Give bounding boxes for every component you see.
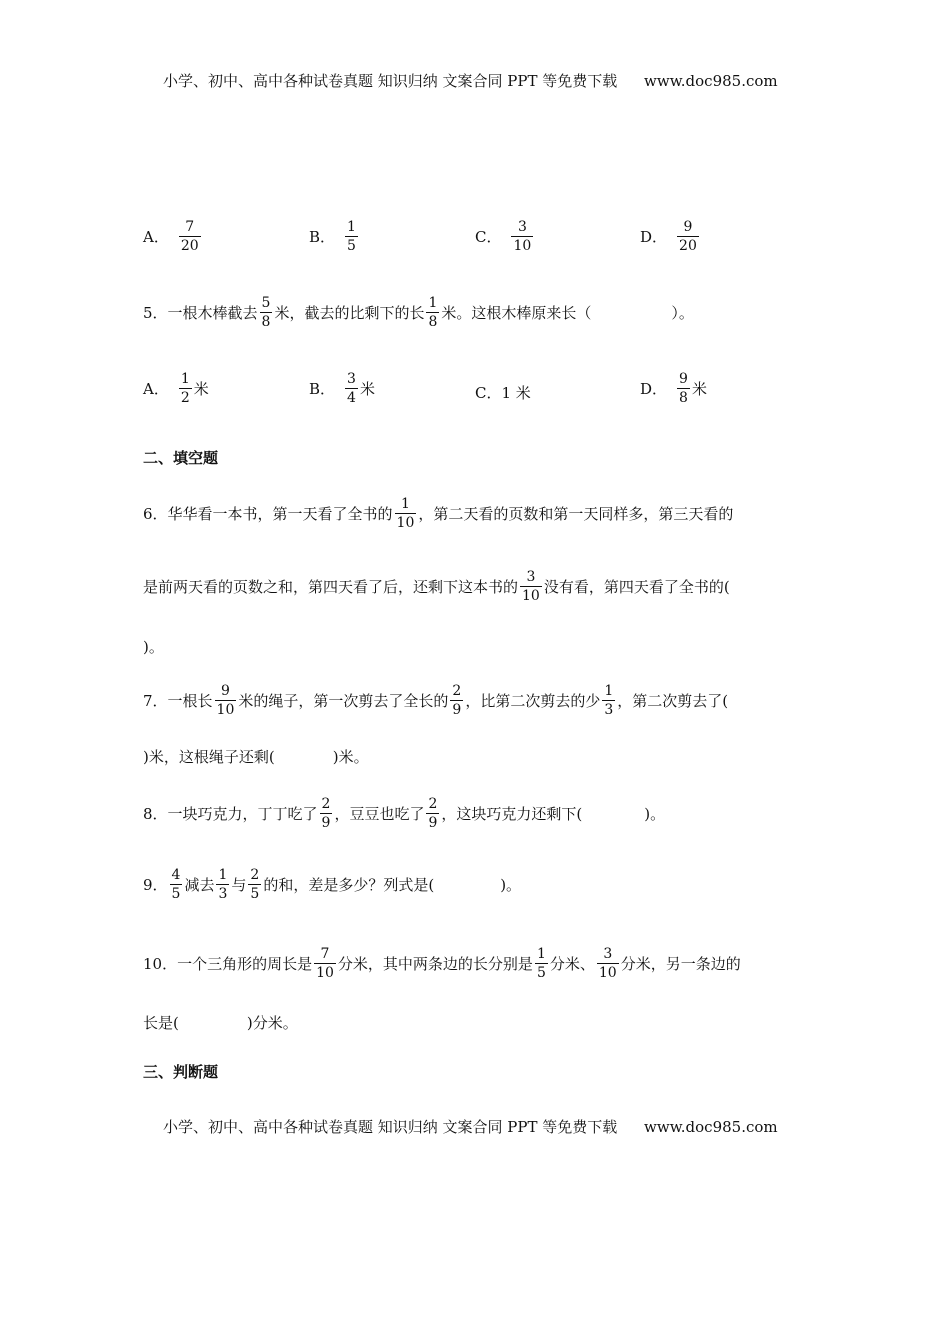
question-6-line2: 是前两天看的页数之和，第四天看了后，还剩下这本书的 $\frac{3}{10}$ 没有看，第四天看了全书的( bbox=[143, 569, 730, 604]
page-header bbox=[163, 70, 778, 91]
section-3-title: 三、判断题 bbox=[143, 1063, 219, 1081]
section-2-title: 二、填空题 bbox=[143, 449, 219, 467]
question-6-line3: )。 bbox=[143, 638, 164, 656]
question-10-line1: 10．一个三角形的周长是 $\frac{7}{10}$ 分米，其中两条边的长分别是 $\frac{1}{5}$ 分米、 $\frac{3}{10}$ 分米，另一条边的 bbox=[143, 946, 741, 981]
q4-option-d: D． $\frac{9}{20}$ bbox=[640, 219, 697, 254]
question-7-line2: )米，这根绳子还剩( )米。 bbox=[143, 748, 369, 766]
q4-option-b: B． $\frac{1}{5}$ bbox=[309, 219, 356, 254]
question-9: 9． $\frac{4}{5}$ 减去 $\frac{1}{3}$ 与 $\frac{2}{5}$ 的和，差是多少？列式是( )。 bbox=[143, 867, 522, 902]
footer-text: 小学、初中、高中各种试卷真题 知识归纳 文案合同 PPT 等免费下载 bbox=[163, 1118, 618, 1136]
header-url: www.doc985.com bbox=[644, 72, 778, 90]
question-10-line2: 长是( )分米。 bbox=[143, 1014, 298, 1032]
q5-option-b: B． $\frac{3}{4}$ 米 bbox=[309, 371, 375, 406]
question-7-line1: 7．一根长 $\frac{9}{10}$ 米的绳子，第一次剪去了全长的 $\frac{2}{9}$ ，比第二次剪去的少 $\frac{1}{3}$ ，第二次剪去了( bbox=[143, 683, 729, 718]
q5-option-c: C． 1 米 bbox=[475, 383, 531, 402]
q5-option-a: A． $\frac{1}{2}$ 米 bbox=[143, 371, 209, 406]
q4-option-c: C． $\frac{3}{10}$ bbox=[475, 219, 532, 254]
q4-option-a: A． $\frac{7}{20}$ bbox=[143, 219, 199, 254]
q5-option-d: D． $\frac{9}{8}$ 米 bbox=[640, 371, 707, 406]
header-text: 小学、初中、高中各种试卷真题 知识归纳 文案合同 PPT 等免费下载 bbox=[163, 72, 618, 90]
question-5: 5．一根木棒截去 $\frac{5}{8}$ 米，截去的比剩下的长 $\frac{1}{8}$ 米。这根木棒原来长（ ）。 bbox=[143, 295, 694, 330]
question-6-line1: 6．华华看一本书，第一天看了全书的 $\frac{1}{10}$ ，第二天看的页数和第一天同样多，第三天看的 bbox=[143, 496, 734, 531]
page-footer bbox=[163, 1116, 778, 1137]
question-8: 8．一块巧克力，丁丁吃了 $\frac{2}{9}$ ，豆豆也吃了 $\frac{2}{9}$ ，这块巧克力还剩下( )。 bbox=[143, 796, 666, 831]
footer-url: www.doc985.com bbox=[644, 1118, 778, 1136]
